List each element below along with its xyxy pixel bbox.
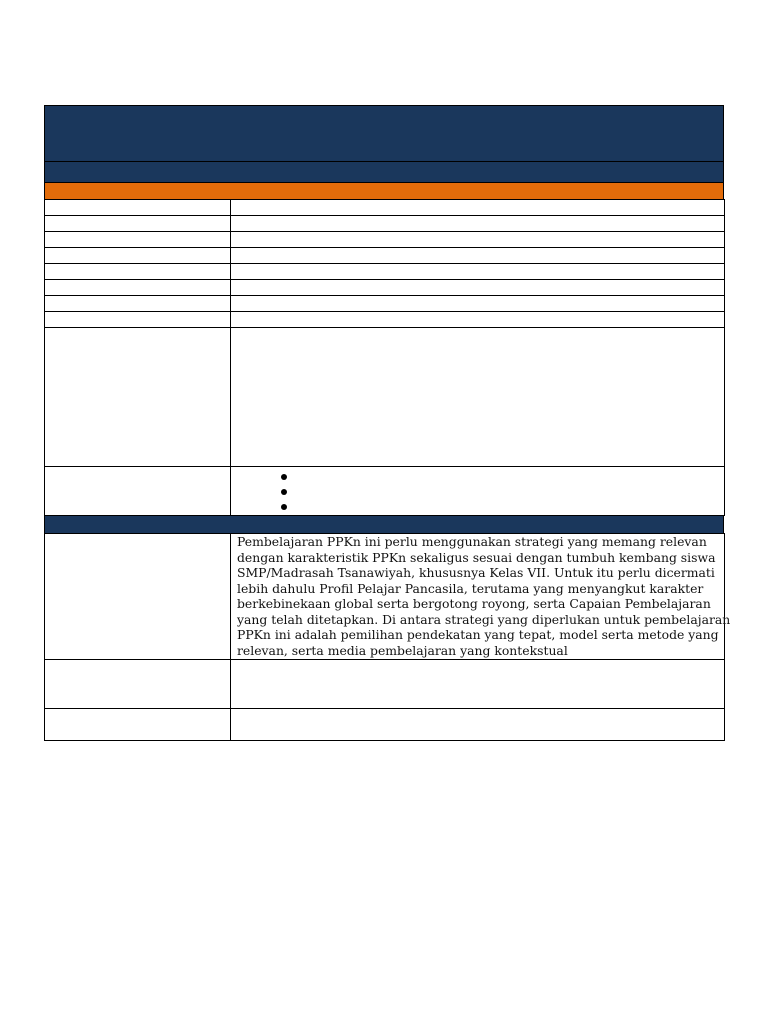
label-cell	[45, 280, 231, 296]
document-table	[44, 105, 731, 741]
table-row	[45, 200, 725, 216]
table-row	[45, 709, 725, 741]
label-cell	[45, 216, 231, 232]
bullet-icon	[281, 489, 287, 495]
list-item	[277, 470, 724, 485]
paragraph-line: relevan, serta media pembelajaran yang kontekstual	[237, 642, 568, 658]
table-row	[45, 264, 725, 280]
label-cell	[45, 248, 231, 264]
strategy-paragraph	[231, 534, 731, 658]
value-cell	[231, 312, 725, 328]
value-cell	[231, 709, 725, 741]
paragraph-line: PPKn ini adalah pemilihan pendekatan yang tepat, model serta metode yang	[237, 627, 719, 642]
paragraph-line: Pembelajaran PPKn ini perlu menggunakan strategi yang memang relevan	[237, 534, 707, 549]
table-row	[45, 280, 725, 296]
label-cell	[45, 232, 231, 248]
list-item	[277, 485, 724, 500]
label-cell	[45, 660, 231, 709]
section-band-navy	[44, 516, 724, 533]
value-cell	[231, 248, 725, 264]
table-row	[45, 660, 725, 709]
paragraph-line: yang telah ditetapkan. Di antara strategi yang diperlukan untuk pembelajaran	[237, 611, 731, 627]
table-row	[45, 312, 725, 328]
label-cell	[45, 296, 231, 312]
value-cell	[231, 280, 725, 296]
value-cell	[231, 200, 725, 216]
table-row	[45, 232, 725, 248]
paragraph-line: dengan karakteristik PPKn sekaligus sesuai dengan tumbuh kembang siswa	[237, 549, 716, 565]
bullet-list-cell	[231, 467, 725, 516]
paragraph-line: berkebinekaan global serta bergotong royong, serta Capaian Pembelajaran	[237, 596, 711, 611]
bullet-icon	[281, 474, 287, 480]
section-band-orange	[44, 182, 724, 199]
info-grid-bottom	[44, 533, 731, 741]
table-row	[45, 328, 725, 467]
label-cell	[45, 328, 231, 467]
table-row	[45, 216, 725, 232]
label-cell	[45, 312, 231, 328]
header-title-band	[44, 105, 724, 161]
bullet-list	[231, 467, 724, 515]
info-grid-top	[44, 199, 725, 516]
label-cell	[45, 200, 231, 216]
value-cell	[231, 660, 725, 709]
strategy-cell	[231, 534, 731, 660]
paragraph-line: SMP/Madrasah Tsanawiyah, khususnya Kelas VII. Untuk itu perlu dicermati	[237, 565, 715, 580]
table-row	[45, 296, 725, 312]
paragraph-line: lebih dahulu Profil Pelajar Pancasila, terutama yang menyangkut karakter	[237, 580, 704, 596]
bullet-icon	[281, 504, 287, 510]
value-cell	[231, 296, 725, 312]
value-cell	[231, 232, 725, 248]
table-row	[45, 248, 725, 264]
label-cell	[45, 467, 231, 516]
label-cell	[45, 534, 231, 660]
label-cell	[45, 709, 231, 741]
list-item	[277, 500, 724, 515]
header-subtitle-band	[44, 161, 724, 182]
table-row	[45, 467, 725, 516]
value-cell	[231, 216, 725, 232]
label-cell	[45, 264, 231, 280]
value-cell	[231, 328, 725, 467]
table-row	[45, 534, 725, 660]
value-cell	[231, 264, 725, 280]
